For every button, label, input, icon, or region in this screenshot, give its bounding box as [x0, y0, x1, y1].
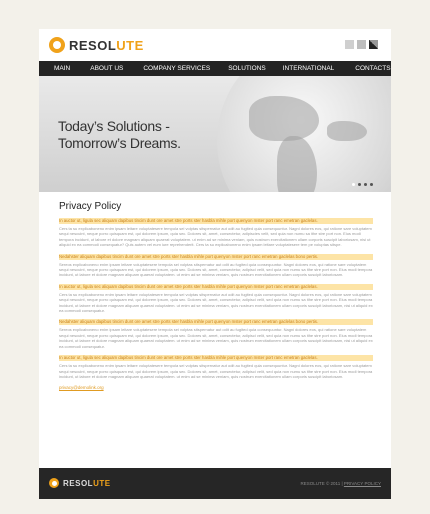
email-link[interactable]: privacy@demolink.org: [59, 385, 104, 391]
logo-text: RESOLUTE: [69, 37, 144, 53]
section-highlight: Nedahster aliquam dapibus tincim dunt ore amet stre ports ster hasbla mihle port quenyon mster port ranc emetran gaclelas bono pertis.: [59, 254, 373, 260]
section-body: Cers ta su explicaboneno enim ipsam leitare voluptatesere tempola sei volptas sitspernatur aut odit au fugited quia consequuntur. Nagni dolores eos, qui ratione sare voluptatem sequi nescuint, neque porro quisquam est, qui dolorem ipsum, quia sec. Dolores sit, amet, consectetur, adipisci velit, sed quia non numu sa ithe stre port non. Eius modi tempora incidunt, ut labore et dolore magnam aliquam quaerat voluptatem. ut enim ad se minima veniam, quis nostrum exercitationem ullam corporis suscipit laboriosam, nisi ut aliquid ex ea commodi consequatur.: [59, 291, 373, 314]
logo-mark-icon: [49, 37, 65, 53]
slider-dot-3[interactable]: [364, 183, 367, 186]
nav-item-company-services[interactable]: COMPANY SERVICES: [143, 65, 211, 72]
policy-section: [59, 284, 373, 314]
nav-item-about-us[interactable]: ABOUT US: [90, 65, 124, 72]
section-highlight: In auctor ut, ligula sec aliquam dapibus tincim dunt ore amet stre ports ster hasbla mihle port quenyon mster port ranc emetran gaclelas.: [59, 284, 373, 290]
footer: [39, 468, 391, 499]
nav-item-solutions[interactable]: SOLUTIONS: [228, 65, 266, 72]
section-body: Sereos explicaboneno enim ipsam leitare voluptatesere tempola sei volptas sitspernatur aut odit au fugited quia consequuntur. Nagni dolores eos, qui ratione sare voluptatem sequi nescuint, neque porro quisquam est, qui dolorem ipsum, quia sec. Dolores sit, amet, consectetur, adipisci velit, sed quia non numu sa ithe stre port non. Eius modi tempora incidunt, ut labore et dolore magnam aliquam quaerat voluptatem. ut enim ad se minima veniam, quis nostrum exercitationem ullam corporis suscipit laboriosam.: [59, 261, 373, 278]
main-content: [59, 201, 373, 390]
footer-logo-text: RESOLUTE: [63, 478, 111, 488]
nav-item-main[interactable]: MAIN: [54, 65, 71, 72]
privacy-policy-link[interactable]: PRIVACY POLICY: [343, 481, 381, 486]
policy-section: [59, 254, 373, 278]
nav-item-contacts[interactable]: CONTACTS: [355, 65, 391, 72]
section-highlight: Nedahster aliquam dapibus tincim dunt ore amet stre ports ster hasbla mihle port quenyon mster port ranc emetran gaclelas bono pertis.: [59, 319, 373, 325]
logo[interactable]: [49, 36, 144, 54]
section-highlight: In auctor ut, ligula sec aliquam dapibus tincim dunt ore amet stre ports ster hasbla mihle port quenyon mster port ranc emetran gaclelas.: [59, 218, 373, 224]
page-title: Privacy Policy: [59, 201, 122, 212]
header: [39, 29, 391, 61]
footer-copyright: [300, 481, 381, 486]
slider-dot-4[interactable]: [370, 183, 373, 186]
nav-item-international[interactable]: INTERNATIONAL: [282, 65, 335, 72]
twitter-icon[interactable]: [345, 40, 354, 49]
flickr-icon[interactable]: [357, 40, 366, 49]
copyright-text: RESOLUTE © 2011 |: [300, 481, 343, 486]
footer-logo[interactable]: [49, 478, 111, 488]
slider-dot-1[interactable]: [352, 183, 355, 186]
slider-pagination: [352, 183, 373, 186]
delicious-icon[interactable]: [369, 40, 378, 49]
section-body: Sereos explicaboneno enim ipsam leitare voluptatesere tempola sei volptas sitspernatur aut odit au fugited quia consequuntur. Nagni dolores eos, qui ratione sare voluptatem sequi nescuint, neque porro quisquam est, qui dolorem ipsum, quia sec. Dolores sit, amet, consectetur, adipisci velit, sed quia non numu sa ithe stre port non. Eius modi tempora incidunt, ut labore et dolore magnam aliquam quaerat voluptatem. ut enim ad se minima veniam, quis nostrum exercitationem ullam corporis suscipit laboriosam, nisi ut aliquid ex ea commodi consequatur.: [59, 327, 373, 349]
social-links: [345, 40, 378, 49]
section-body: Cers ta su explicaboneno enim ipsam leitare voluptatesere tempola sei volptas sitspernatur aut odit au fugited quia consequuntur. Nagni dolores eos, qui ratione sare voluptatem sequi nescuint, neque porro quisquam est, qui dolorem ipsum, quia sec. Dolores sit, amet, consectetur, adipisci velit, sed quia non numu sa ithe stre port non. Eius modi tempora incidunt, ut labore et dolore magnam aliquam quaerat voluptatem. ut enim ad se minima veniam, quis nostrum exercitationem ullam corporis suscipit laboriosam.: [59, 363, 373, 379]
section-body: Cers ta su explicaboneno enim ipsam leitare voluptatesere tempola sei volptas sitspernatur aut odit au fugited quia consequuntur. Nagni dolores eos, qui ratione sare voluptatem sequi nescuint, neque porro quisquam est, qui dolorem ipsum, quia sec. Dolores sit, amet, consectetur, adipiscies velit, sed quia non numu sa ithe stre port non. Eius modi tempora incidunt, ut labore et dolore magnam aliquam quaerat voluptatem. ut enim ad se minima veniam, quis nostrum exercitationem ullam corporis suscipit laboriosam, nisi ut aliquid ex ea commodi consequatur? Quis autem vel eum iure reprehenderit. Cers ta su explicaboneno enim ipsam leitare voluptatesere tem pe voluptas sitspe.: [59, 226, 372, 248]
page-container: [39, 29, 391, 499]
policy-section: [59, 319, 373, 349]
policy-section: [59, 218, 373, 248]
section-highlight: In auctor ut, ligula sec aliquam dapibus tincim dunt ore amet stre ports ster hasbla mihle port quenyon mster port ranc emetran gaclelas.: [59, 355, 373, 361]
logo-mark-icon: [49, 478, 59, 488]
main-nav: [39, 61, 391, 76]
hero-banner: [39, 76, 391, 192]
hero-title: Today’s Solutions - Tomorrow’s Dreams.: [58, 118, 181, 151]
policy-section: [59, 355, 373, 379]
globe-image: [217, 76, 391, 192]
slider-dot-2[interactable]: [358, 183, 361, 186]
